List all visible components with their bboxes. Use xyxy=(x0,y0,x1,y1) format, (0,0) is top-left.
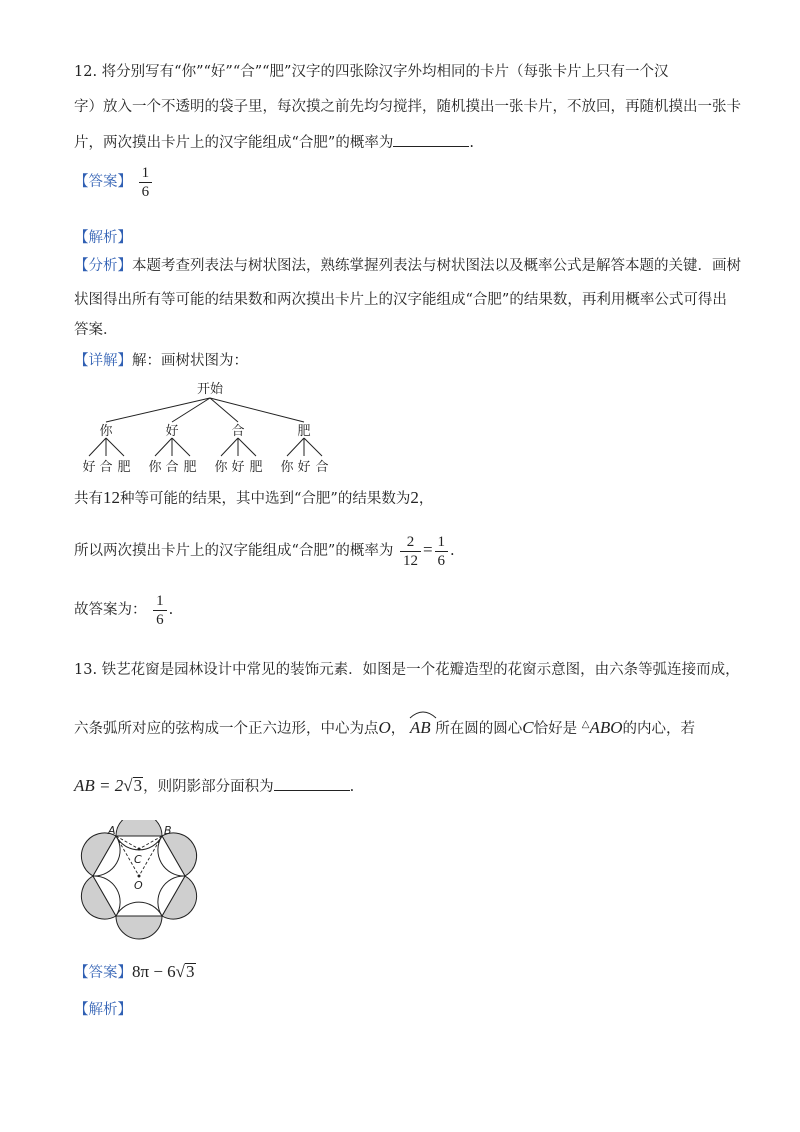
arc-symbol-icon xyxy=(408,709,438,719)
answer-label: 【答案】 xyxy=(74,174,132,190)
q12-fenxi-line-1: 【分析】本题考查列表法与树状图法，熟练掌握列表法与树状图法以及概率公式是解答本题的关键．画树 xyxy=(74,258,741,274)
tree-leaf: 你 xyxy=(280,460,294,475)
probability-fraction-2: $\frac{1}{6}$ xyxy=(435,533,449,570)
fenxi-label: 【分析】 xyxy=(74,258,132,274)
tree-leaf: 好 xyxy=(297,460,311,475)
tree-leaf: 肥 xyxy=(183,460,197,475)
q12-fenxi-line-3: 答案． xyxy=(74,322,118,338)
tree-leaf: 肥 xyxy=(117,460,131,475)
tree-leaf: 你 xyxy=(148,460,162,475)
q12-fenxi-line-2: 状图得出所有等可能的结果数和两次摸出卡片上的汉字能组成“合肥”的结果数，再利用概率公式可得出 xyxy=(74,292,727,308)
q12-line-2: 字）放入一个不透明的袋子里，每次摸之前先均匀搅拌，随机摸出一张卡片，不放回，再随机摸出一张卡 xyxy=(74,99,741,115)
q13-line-3: AB = 2√3，则阴影部分面积为 . xyxy=(74,776,355,795)
tree-node: 合 xyxy=(231,424,245,439)
q12-line-3-text: 片，两次摸出卡片上的汉字能组成“合肥”的概率为 xyxy=(74,135,394,151)
triangle-icon: △ xyxy=(581,719,590,730)
tree-leaf: 合 xyxy=(315,460,329,475)
tree-node: 肥 xyxy=(297,424,311,439)
flower-window-figure xyxy=(80,820,210,942)
answer-fraction: $\frac{1}{6}$ xyxy=(139,164,153,201)
q12-jiexi-label: 【解析】 xyxy=(74,230,132,246)
tree-node: 你 xyxy=(99,424,113,439)
q13-jiexi-label: 【解析】 xyxy=(74,1002,132,1018)
q12-answer xyxy=(74,162,154,202)
tree-leaf: 好 xyxy=(82,460,96,475)
q13-line-1: 13. 铁艺花窗是园林设计中常见的装饰元素．如图是一个花瓣造型的花窗示意图，由六条等弧连接而成， xyxy=(74,662,740,678)
tree-node: 好 xyxy=(165,424,179,439)
arc-ab-notation: AB xyxy=(410,713,431,744)
probability-fraction-1: $\frac{2}{12}$ xyxy=(400,533,421,570)
q13-line-2: 六条弧所对应的弦构成一个正六边形，中心为点O， AB 所在圆的圆心C恰好是 △ABO的内心，若 xyxy=(74,710,695,744)
q12-line-1: 12. 将分别写有“你”“好”“合”“肥”汉字的四张除汉字外均相同的卡片（每张卡片上只有一个汉 xyxy=(74,64,669,80)
label-o: O xyxy=(134,879,143,892)
q12-final-answer: 故答案为： $\frac{1}{6}$ . xyxy=(74,592,174,628)
tree-leaf: 合 xyxy=(99,460,113,475)
q12-detail: 【详解】解：画树状图为： xyxy=(74,353,248,369)
detail-label: 【详解】 xyxy=(74,353,132,369)
tree-leaf: 合 xyxy=(165,460,179,475)
answer-blank xyxy=(393,132,469,147)
q12-line-3 xyxy=(74,132,474,153)
answer-blank xyxy=(274,776,350,791)
label-c: C xyxy=(134,853,142,866)
q13-answer: 【答案】8π − 6√3 xyxy=(74,962,195,981)
q12-probability-line: 所以两次摸出卡片上的汉字能组成“合肥”的概率为 $\frac{2}{12}$ = $\frac{1}{6}$ . xyxy=(74,533,455,569)
q12-line-3-end: . xyxy=(469,135,474,151)
probability-tree-diagram xyxy=(70,378,350,478)
tree-leaf: 你 xyxy=(214,460,228,475)
tree-root: 开始 xyxy=(196,382,224,397)
q12-result-line: 共有12种等可能的结果，其中选到“合肥”的结果数为2， xyxy=(74,488,434,507)
final-fraction: $\frac{1}{6}$ xyxy=(153,592,167,629)
tree-leaf: 好 xyxy=(231,460,245,475)
label-a: A xyxy=(108,824,116,837)
tree-leaf: 肥 xyxy=(249,460,263,475)
answer-label: 【答案】 xyxy=(74,965,132,981)
label-b: B xyxy=(164,824,172,837)
